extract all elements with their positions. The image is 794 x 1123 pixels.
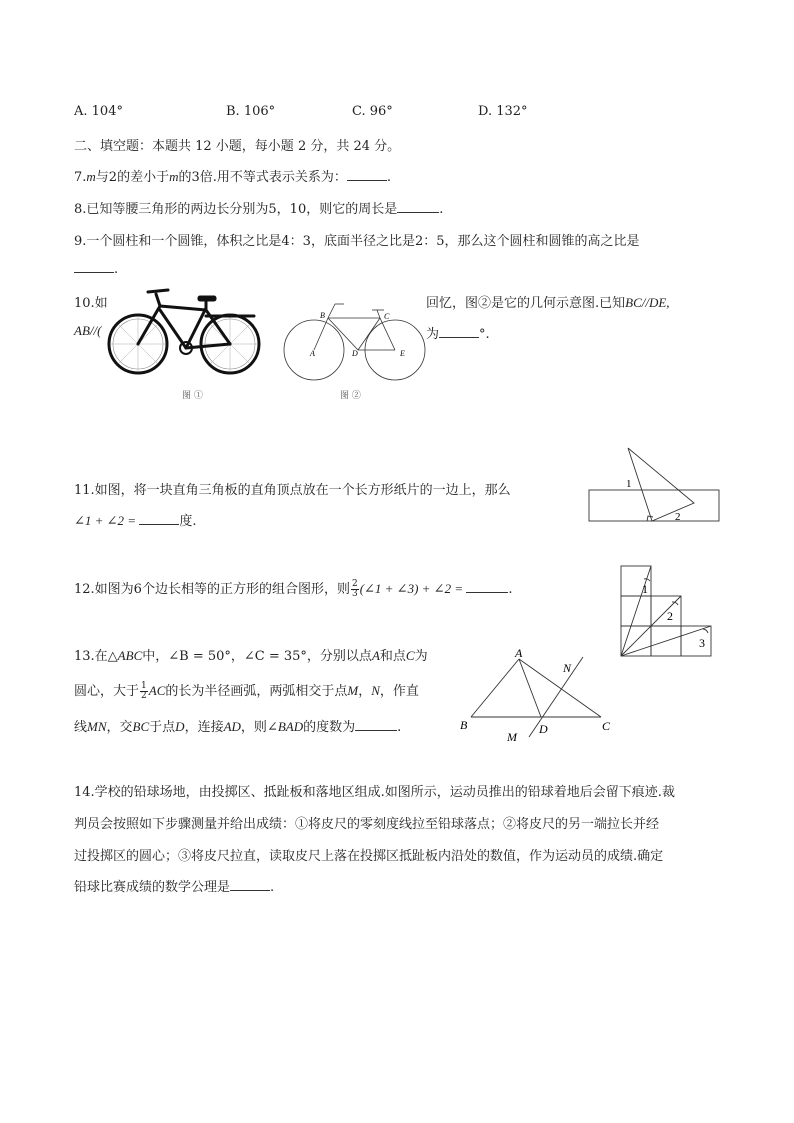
label-d: D <box>352 349 358 358</box>
question-13-line3: 线MN，交BC于点D，连接AD，则∠BAD的度数为 . <box>74 719 402 735</box>
option-c: C. 96° <box>352 104 393 119</box>
question-14-line3: 过投掷区的圆心；③将皮尺拉直，读取皮尺上落在投掷区抵趾板内沿处的数值，作为运动员的成绩.确定 <box>74 849 664 864</box>
question-13-line1: 13.在△ABC中，∠B = 50°，∠C = 35°，分别以点A和点C为 <box>74 648 428 664</box>
question-9: 9.一个圆柱和一个圆锥，体积之比是4：3，底面半径之比是2：5，那么这个圆柱和圆锥的高之比是 <box>74 234 640 249</box>
answer-blank <box>347 168 387 181</box>
label-c: C <box>384 312 390 321</box>
figure-1-caption: 图 ① <box>182 391 203 401</box>
question-8: 8.已知等腰三角形的两边长分别为5，10，则它的周长是 . <box>74 202 444 217</box>
answer-blank <box>139 512 179 525</box>
label-d: D <box>539 722 548 736</box>
answer-blank <box>230 878 270 891</box>
figure-2-caption: 图 ② <box>340 391 361 401</box>
angle-3-label: 3 <box>699 636 705 650</box>
question-10-line2b: 为 °. <box>426 327 490 342</box>
label-b: B <box>460 718 468 732</box>
question-9-line2: . <box>74 260 118 277</box>
triangle-abc-figure <box>455 645 615 745</box>
label-e: E <box>400 349 405 358</box>
squares-figure <box>620 565 714 658</box>
question-14-line4: 铅球比赛成绩的数学公理是 . <box>74 880 275 895</box>
option-b: B. 106° <box>226 104 276 119</box>
option-d: D. 132° <box>478 104 528 119</box>
angle-2-label: 2 <box>675 511 681 523</box>
question-11: 11.如图，将一块直角三角板的直角顶点放在一个长方形纸片的一边上，那么 <box>74 483 511 498</box>
section-header: 二、填空题：本题共 12 小题，每小题 2 分，共 24 分。 <box>74 139 401 154</box>
answer-blank <box>397 200 439 213</box>
question-10-line2a: AB//( <box>74 323 102 338</box>
label-c: C <box>602 719 611 733</box>
answer-blank <box>439 325 479 338</box>
option-a: A. 104° <box>74 104 123 119</box>
answer-blank <box>355 718 397 731</box>
answer-blank <box>466 580 508 593</box>
label-m: M <box>507 730 517 744</box>
label-n: N <box>563 661 572 675</box>
bicycle-photo <box>104 286 264 378</box>
angle-2-label: 2 <box>667 609 673 623</box>
label-b: B <box>320 311 325 320</box>
answer-blank <box>74 260 114 273</box>
question-7: 7.m与2的差小于m的3倍.用不等式表示关系为： . <box>74 169 392 185</box>
question-13-line2: 圆心，大于 $\frac{1}{2}$ AC的长为半径画弧，两弧相交于点M，N，作直 <box>74 681 419 701</box>
question-11-line2: ∠1 + ∠2 = 度. <box>74 513 197 529</box>
label-a: A <box>515 646 523 660</box>
label-a: A <box>310 349 315 358</box>
question-14-line1: 14.学校的铅球场地，由投掷区、抵趾板和落地区组成.如图所示，运动员推出的铅球着地后会留下痕迹.裁 <box>74 785 675 800</box>
angle-1-label: 1 <box>626 478 632 490</box>
question-10-line1b: 回忆，图②是它的几何示意图.已知BC//DE, <box>426 295 670 311</box>
bicycle-diagram <box>280 300 430 382</box>
triangle-rectangle-figure <box>588 447 720 523</box>
question-14-line2: 判员会按照如下步骤测量并给出成绩：①将皮尺的零刻度线拉至铅球落点；②将皮尺的另一端拉长并经 <box>74 817 660 832</box>
question-12: 12.如图为6个边长相等的正方形的组合图形，则 $\frac{2}{3}$ (∠1 + ∠3) + ∠2 = . <box>74 579 513 599</box>
question-10-line1a: 10.如 <box>74 296 108 311</box>
angle-1-label: 1 <box>642 582 648 596</box>
